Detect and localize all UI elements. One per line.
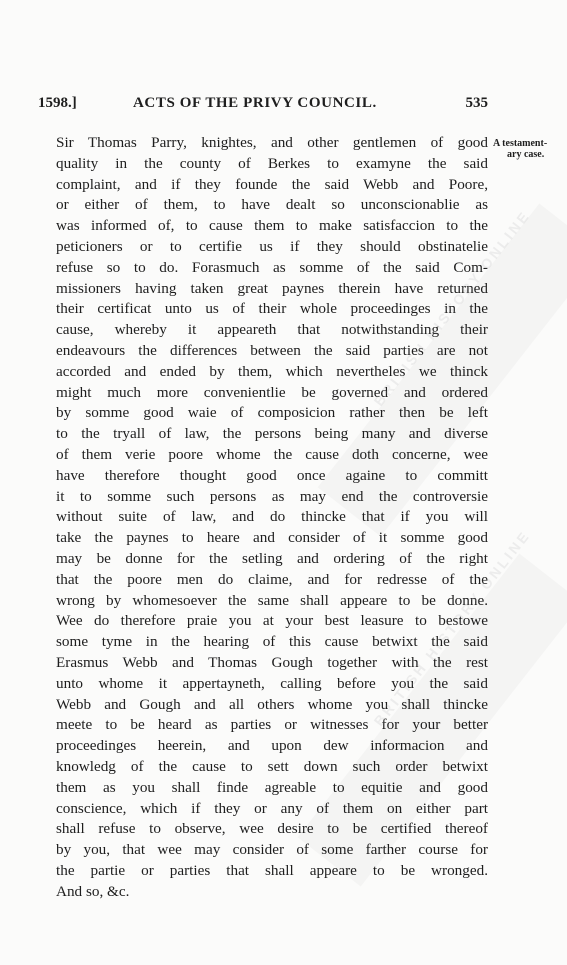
text-line: them as you shall finde agreable to equitie and good	[56, 778, 488, 796]
text-line: was informed of, to cause them to make satisfaccion to the	[56, 217, 488, 235]
watermark-text: BRITISH HISTORY ONLINE	[370, 206, 534, 410]
text-line: Webb and Gough and all others whome you shall thincke	[56, 695, 488, 713]
text-line: quality in the county of Berkes to examyne the said	[56, 154, 488, 172]
text-line: without suite of law, and do thincke that if you will	[56, 508, 488, 526]
text-line: to the tryall of law, the persons being many and diverse	[56, 425, 488, 443]
header-year: 1598.]	[38, 95, 77, 111]
text-line: of them verie poore whome the cause doth concerne, wee	[56, 445, 488, 463]
text-line: take the paynes to heare and consider of it somme good	[56, 529, 488, 547]
running-header	[38, 95, 488, 115]
watermark-text: BRITISH HISTORY ONLINE	[370, 526, 534, 730]
text-line: or either of them, to have dealt so unconscionablie as	[56, 196, 488, 214]
text-line: the partie or parties that shall appeare to be wronged.	[56, 861, 488, 879]
text-line: might much more convenientlie be governed and ordered	[56, 383, 488, 401]
text-line: complaint, and if they founde the said Webb and Poore,	[56, 175, 488, 193]
text-line: endeavours the differences between the said parties are not	[56, 341, 488, 359]
text-line: cause, whereby it appeareth that notwithstanding their	[56, 321, 488, 339]
text-line: unto whome it appertayneth, calling before you the said	[56, 674, 488, 692]
text-line: accorded and ended by them, which nevertheles we thinck	[56, 362, 488, 380]
text-line: their certificat unto us of their whole proceedinges in the	[56, 300, 488, 318]
text-line: missioners having taken great paynes therein have returned	[56, 279, 488, 297]
text-line: Wee do therefore praie you at your best leasure to bestowe	[56, 612, 488, 630]
text-line: Sir Thomas Parry, knightes, and other gentlemen of good	[56, 134, 488, 151]
text-line: may be donne for the setling and ordering of the right	[56, 549, 488, 567]
text-line: wrong by whomesoever the same shall appeare to be donne.	[56, 591, 488, 609]
margin-note-line: ary case.	[507, 149, 545, 160]
text-line: that the poore men do claime, and for redresse of the	[56, 570, 488, 588]
header-title: ACTS OF THE PRIVY COUNCIL.	[133, 95, 377, 111]
page-number: 535	[465, 95, 488, 111]
text-line: meete to be heard as parties or witnesses for your better	[56, 716, 488, 734]
margin-note	[493, 138, 565, 160]
text-line: it to somme such persons as may end the controversie	[56, 487, 488, 505]
text-line: refuse so to do. Forasmuch as somme of the said Com-	[56, 258, 488, 276]
text-line: shall refuse to observe, wee desire to be certified thereof	[56, 820, 488, 838]
text-line: by somme good waie of composicion rather then be left	[56, 404, 488, 422]
text-line: conscience, which if they or any of them on either part	[56, 799, 488, 817]
text-line: And so, &c.	[56, 882, 130, 900]
text-line: peticioners or to certifie us if they should obstinatelie	[56, 237, 488, 255]
text-line: have therefore thought good once againe to committ	[56, 466, 488, 484]
text-line: by you, that wee may consider of some farther course for	[56, 841, 488, 859]
body-text	[56, 133, 488, 902]
text-line: proceedinges heerein, and upon dew informacion and	[56, 737, 488, 755]
text-line: knowledg of the cause to sett down such order betwixt	[56, 757, 488, 775]
margin-note-line: A testament-	[493, 138, 548, 149]
text-line: Erasmus Webb and Thomas Gough together with the rest	[56, 653, 488, 671]
text-line: some tyme in the hearing of this cause betwixt the said	[56, 633, 488, 651]
